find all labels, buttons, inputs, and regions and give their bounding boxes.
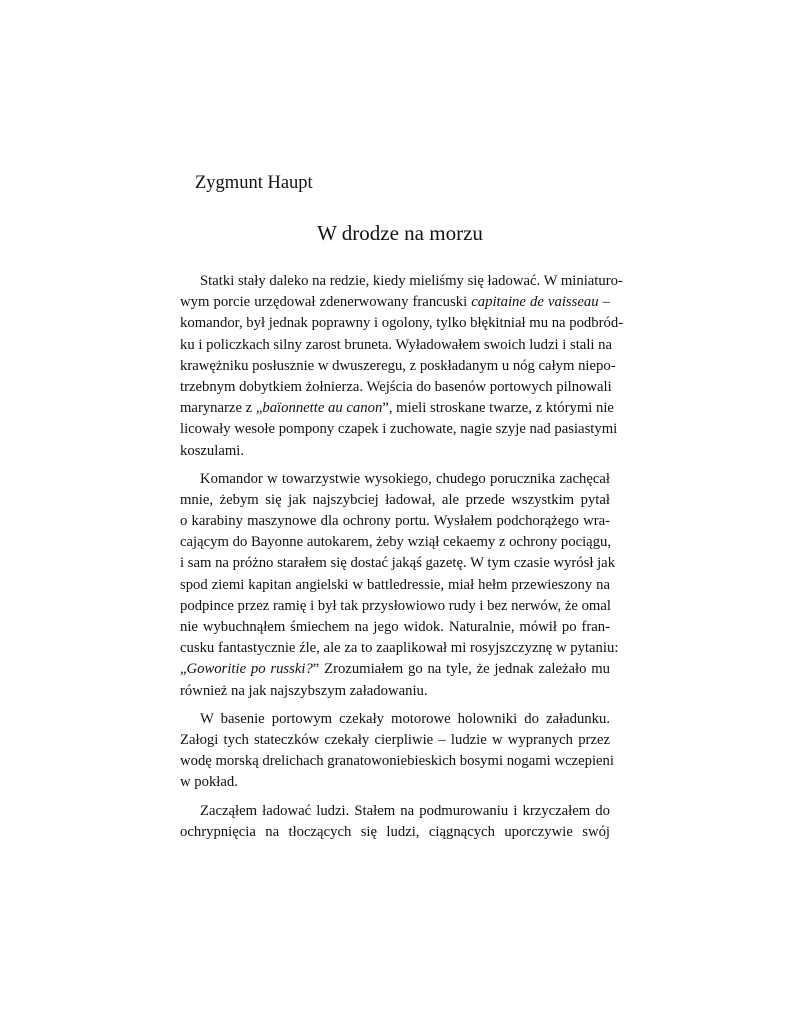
text-line: ku i policzkach silny zarost bruneta. Wyładowałem swoich ludzi i stali na — [180, 336, 613, 353]
text-line: i sam na próżno starałem się dostać jakąś gazetę. W tym czasie wyrósł jak — [180, 555, 616, 572]
text-line: wodę morską drelichach granatowoniebieskich bosymi nogami wczepieni — [180, 753, 614, 770]
text-line: spod ziemi kapitan angielski w battledressie, miał hełm przewieszony na — [180, 576, 610, 593]
text-line: o karabiny maszynowe dla ochrony portu. Wysłałem podchorążego wra- — [180, 513, 610, 530]
text-line: Zacząłem ładować ludzi. Stałem na podmurowaniu i krzyczałem do — [200, 802, 610, 819]
paragraph — [180, 469, 619, 702]
text-line: licowały wesołe pompony czapek i zuchowate, nagie szyje nad pasiastymi — [180, 421, 618, 438]
text-line: nie wybuchnąłem śmiechem na jego widok. Naturalnie, mówił po fran- — [180, 619, 610, 635]
text-line: W basenie portowym czekały motorowe holowniki do załadunku. — [200, 710, 610, 727]
text-line: krawężniku posłusznie w dwuszeregu, z poskładanym u nóg całym niepo- — [180, 357, 616, 374]
text-line: „Goworitie po russki?” Zrozumiałem go na tyle, że jednak zależało mu — [180, 661, 610, 678]
text-line: marynarze z „baïonnette au canon”, mieli stroskane twarze, z którymi nie — [180, 400, 614, 417]
text-line: wym porcie urzędował zdenerwowany francuski capitaine de vaisseau – — [180, 294, 610, 311]
text-line: mnie, żebym się jak najszybciej ładował, ale przede wszystkim pytał — [180, 491, 610, 508]
text-line: cającym do Bayonne autokarem, żeby wziął cekaemy z ochrony pociągu, — [180, 534, 612, 551]
text-line: trzebnym dobytkiem żołnierza. Wejścia do basenów portowych pilnowali — [180, 378, 612, 395]
paragraph — [180, 801, 610, 843]
author-name: Zygmunt Haupt — [195, 173, 313, 193]
text-line: Statki stały daleko na redzie, kiedy mieliśmy się ładować. W miniaturo- — [200, 273, 623, 289]
paragraph — [180, 271, 624, 462]
text-line: ochrypnięcia na tłoczących się ludzi, ciągnących uporczywie swój — [180, 823, 610, 840]
text-line: koszulami. — [180, 442, 245, 459]
body-text — [180, 271, 624, 850]
text-line: podpince przez ramię i był tak przysłowiowo rudy i bez nerwów, że omal — [180, 597, 611, 614]
text-line: komandor, był jednak poprawny i ogolony, tylko błękitniał mu na podbród- — [180, 315, 624, 332]
text-line: również na jak najszybszym załadowaniu. — [180, 682, 428, 699]
paragraph — [180, 709, 614, 794]
text-line: w pokład. — [180, 774, 238, 791]
chapter-title: W drodze na morzu — [317, 221, 483, 245]
text-line: cusku fantastycznie źle, ale za to zaaplikował mi rosyjszczyznę w pytaniu: — [180, 640, 619, 657]
text-line: Komandor w towarzystwie wysokiego, chudego porucznika zachęcał — [200, 470, 610, 487]
text-line: Załogi tych stateczków czekały cierpliwie – ludzie w wypranych przez — [180, 731, 610, 748]
